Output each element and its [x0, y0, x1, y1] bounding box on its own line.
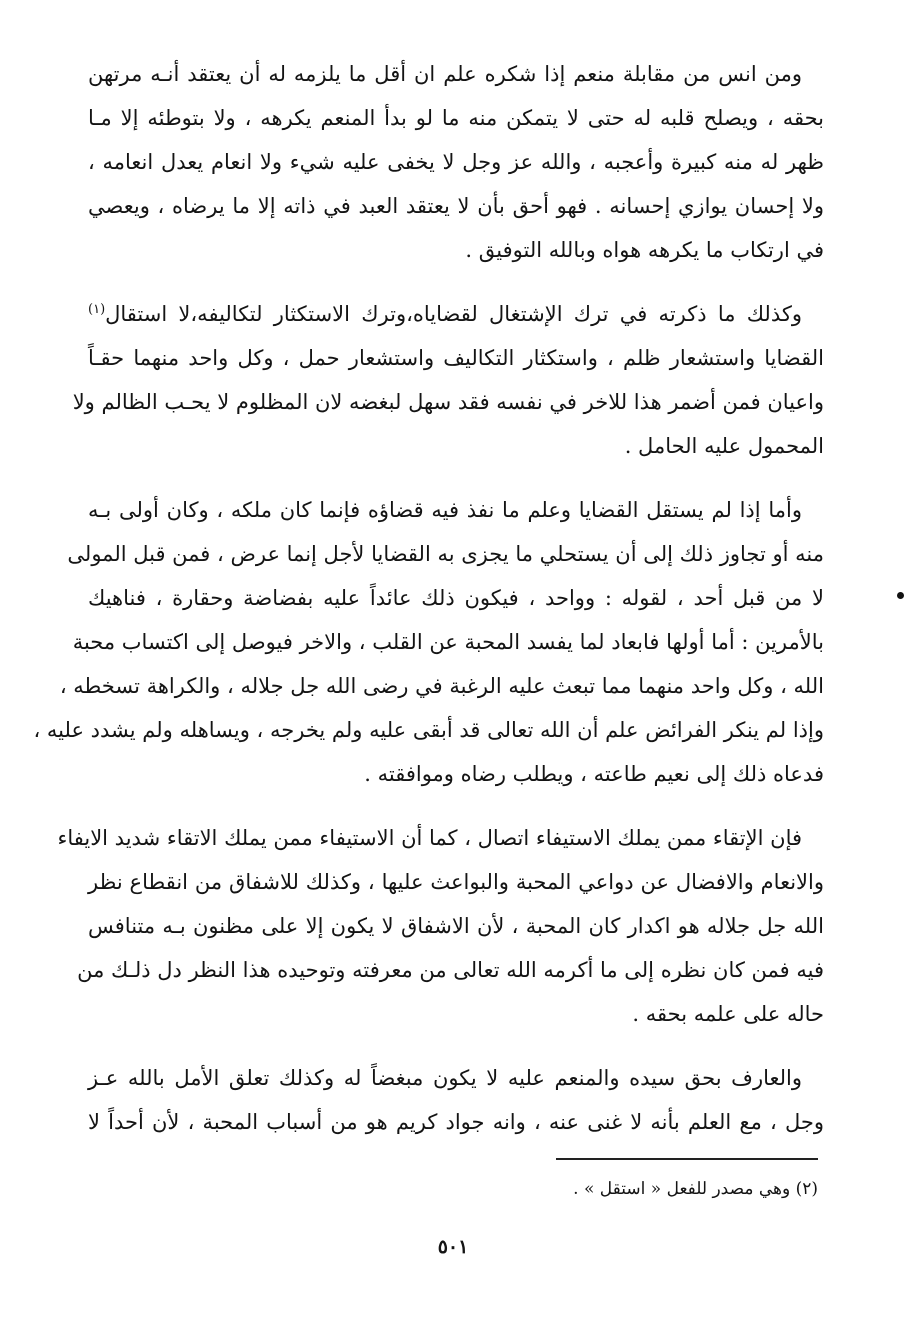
text-line: واعيان فمن أضمر هذا للاخر في نفسه فقد سهل لبغضه لان المظلوم لا يحـب الظالم ولا	[72, 390, 824, 414]
text-line: الله ، وكل واحد منهما مما تبعث عليه الرغبة في رضى الله جل جلاله ، والكراهة تسخطه ،	[59, 674, 824, 698]
text-line: منه أو تجاوز ذلك إلى أن يستحلي ما يجزى به القضايا لأجل إنما عرض ، فمن قبل المولى	[67, 542, 824, 566]
text-line: وأما إذا لم يستقل القضايا وعلم ما نفذ فيه قضاؤه فإنما كان ملكه ، وكان أولى بـه	[88, 498, 802, 522]
footnote-divider	[556, 1158, 818, 1160]
text-line: حاله على علمه بحقه .	[632, 1002, 824, 1026]
paragraph-1	[88, 52, 824, 272]
text-line: القضايا واستشعار ظلم ، واستكثار التكاليف واستشعار حمل ، وكل واحد منهما حقـاً	[88, 346, 824, 370]
text-line: والعارف بحق سيده والمنعم عليه لا يكون مبغضاً له وكذلك تعلق الأمل بالله عـز	[88, 1066, 802, 1090]
text-line: فيه فمن كان نظره إلى ما أكرمه الله تعالى من معرفته وتوحيده هذا النظر دل ذلـك من	[77, 958, 824, 982]
text-line: ومن انس من مقابلة منعم إذا شكره علم ان أقل ما يلزمه له أن يعتقد أنـه مرتهن	[88, 62, 802, 86]
text-line: ولا إحسان يوازي إحسانه . فهو أحق بأن لا يعتقد العبد في ذاته إلا ما يرضاه ، ويعصي	[88, 194, 824, 218]
text-line: وكذلك ما ذكرته في ترك الإشتغال لقضاياه،وترك الاستكثار لتكاليفه،لا استقال	[105, 302, 802, 326]
text-line: والانعام والافضال عن دواعي المحبة والبواعث عليها ، وكذلك للاشفاق من انقطاع نظر	[88, 870, 824, 894]
text-line: المحمول عليه الحامل .	[624, 434, 824, 458]
paragraph-4	[57, 816, 824, 1036]
text-line: لا من قبل أحد ، لقوله : وواحد ، فيكون ذلك عائداً عليه بفضاضة وحقارة ، فناهيك	[88, 586, 824, 610]
footnote-marker: (١)	[88, 302, 106, 317]
text-line: فإن الإتقاء ممن يملك الاستيفاء اتصال ، كما أن الاستيفاء ممن يملك الاتقاء شديد الايفاء	[57, 826, 802, 850]
text-line: بحقه ، ويصلح قلبه له حتى لا يتمكن منه ما لو بدأ المنعم يكرهه ، ولا بتوطئه إلا مـا	[88, 106, 824, 130]
text-line: ظهر له منه كبيرة وأعجبه ، والله عز وجل لا يخفى عليه شيء ولا انعام يعدل انعامه ،	[88, 150, 824, 174]
text-line: بالأمرين : أما أولها فابعاد لما يفسد المحبة عن القلب ، والاخر فيوصل إلى اكتساب محبة	[72, 630, 824, 654]
margin-mark	[897, 592, 904, 599]
footnote: (٢) وهي مصدر للفعل « استقل » .	[573, 1179, 818, 1199]
text-line-with-footnote	[88, 292, 824, 336]
text-line: الله جل جلاله هو اكدار كان المحبة ، لأن الاشفاق لا يكون إلا على مظنون بـه متنافس	[88, 914, 824, 938]
paragraph-5	[88, 1056, 824, 1144]
page-body	[33, 52, 824, 1164]
paragraph-2	[72, 292, 824, 468]
text-line: في ارتكاب ما يكرهه هواه وبالله التوفيق .	[465, 238, 824, 262]
paragraph-3	[33, 488, 824, 796]
text-line: فدعاه ذلك إلى نعيم طاعته ، ويطلب رضاه وموافقته .	[364, 762, 824, 786]
text-line: وإذا لم ينكر الفرائض علم أن الله تعالى قد أبقى عليه ولم يخرجه ، ويساهله ولم يشدد عليه ،	[33, 718, 824, 742]
text-line: وجل ، مع العلم بأنه لا غنى عنه ، وانه جواد كريم هو من أسباب المحبة ، لأن أحداً لا	[88, 1110, 824, 1134]
page-number: ٥٠١	[437, 1236, 469, 1258]
